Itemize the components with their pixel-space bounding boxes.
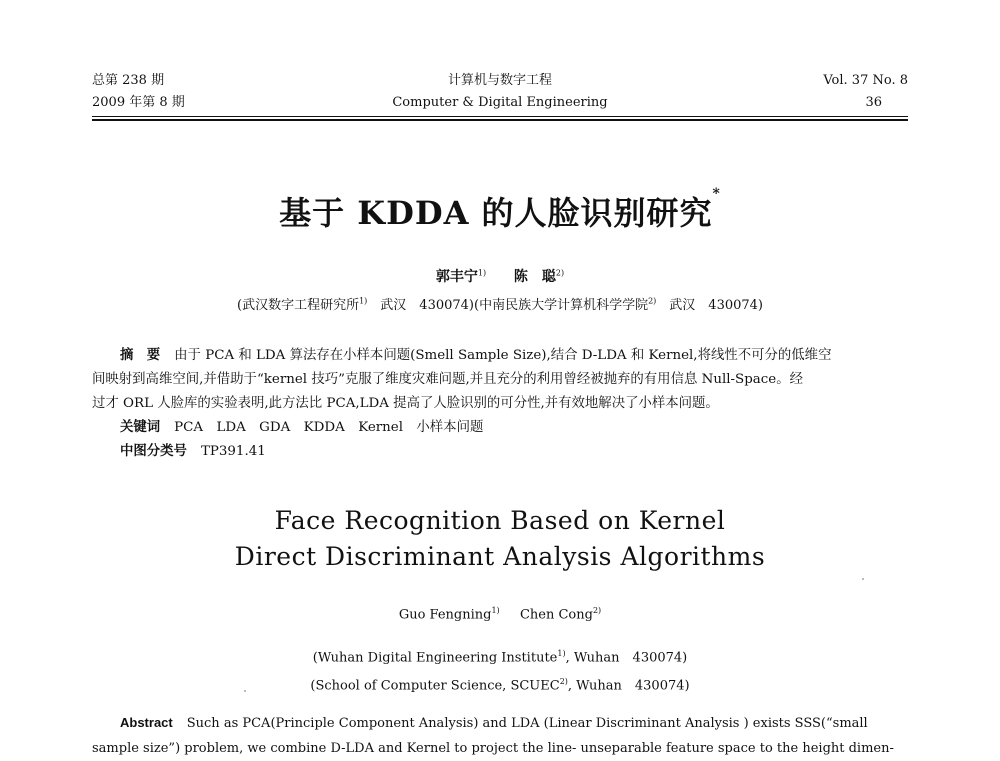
header-rule-thin: [92, 116, 908, 117]
title-footnote-mark: *: [712, 186, 721, 202]
affiliation-en-2-text: (School of Computer Science, SCUEC: [310, 678, 560, 694]
title-en-line1: Face Recognition Based on Kernel: [274, 506, 726, 535]
abstract-cn-line3: 过才 ORL 人脸库的实验表明,此方法比 PCA,LDA 提高了人脸识别的可分性,并有效地解决了小样本问题。: [92, 396, 719, 411]
title-en-line2: Direct Discriminant Analysis Algorithms: [234, 542, 766, 571]
issue-total: 总第 238 期: [92, 73, 165, 88]
keywords-cn-value: PCA LDA GDA KDDA Kernel 小样本问题: [174, 420, 484, 435]
author-cn-2: 陈 聪: [513, 269, 556, 285]
paper-title-en: [0, 503, 1000, 575]
affiliation-cn-sup1: 1): [359, 296, 368, 306]
affiliation-en-2-sup: 2): [559, 677, 568, 687]
affiliation-en-line1: [0, 642, 1000, 670]
classification-cn-value: TP391.41: [200, 444, 266, 459]
author-en-1-sup: 1): [491, 606, 500, 615]
journal-name-cn: 计算机与数字工程: [447, 73, 552, 88]
author-en-2: Chen Cong: [519, 607, 593, 623]
affiliation-en-1-sup: 1): [557, 649, 566, 658]
affiliation-cn: [0, 294, 1000, 313]
abstract-en-line1: Such as PCA(Principle Component Analysis) and LDA (Linear Discriminant Analysis ) exists SSS(“small: [186, 716, 868, 731]
volume-info: [823, 70, 908, 114]
affiliation-en-1-text: (Wuhan Digital Engineering Institute: [312, 650, 558, 666]
abstract-cn-line2: 间映射到高维空间,并借助于“kernel 技巧”克服了维度灾难问题,并且充分的利用曾经被抛弃的有用信息 Null-Space。经: [92, 372, 803, 387]
classification-cn-label: 中图分类号: [120, 444, 187, 459]
abstract-en-label: Abstract: [120, 715, 173, 730]
authors-cn: [0, 266, 1000, 286]
affiliation-cn-part3: 武汉 430074): [656, 298, 763, 313]
affiliation-en-1-rest: , Wuhan 430074): [565, 650, 688, 666]
author-cn-1: 郭丰宁: [435, 269, 478, 285]
abstract-en-line2: sample size”) problem, we combine D-LDA and Kernel to project the line- unseparable feature space to the height dimen-: [92, 741, 894, 756]
abstract-cn-line1: 由于 PCA 和 LDA 算法存在小样本问题(Smell Sample Size),结合 D-LDA 和 Kernel,将线性不可分的低维空: [174, 348, 832, 363]
abstract-cn-label: 摘 要: [120, 348, 161, 363]
abstract-en: [92, 710, 914, 761]
title-cn-text: 基于 KDDA 的人脸识别研究: [279, 194, 713, 232]
affiliation-en-2-rest: , Wuhan 430074): [567, 678, 690, 694]
volume-number: Vol. 37 No. 8: [823, 73, 908, 88]
affiliation-en-line2: [0, 670, 1000, 698]
issue-year: 2009 年第 8 期: [92, 95, 185, 110]
keywords-cn: [92, 416, 914, 440]
page-number: 36: [865, 95, 882, 110]
scan-speck: [862, 578, 864, 580]
authors-en: [0, 606, 1000, 622]
affiliation-cn-sup2: 2): [648, 296, 657, 306]
abstract-cn: [92, 344, 914, 464]
author-en-2-sup: 2): [592, 606, 602, 615]
header-rule-thick: [92, 119, 908, 121]
affiliation-cn-part2: 武汉 430074)(中南民族大学计算机科学学院: [367, 298, 649, 313]
keywords-cn-label: 关键词: [120, 420, 161, 435]
journal-header: [92, 70, 908, 120]
journal-name-en: Computer & Digital Engineering: [392, 95, 608, 110]
scan-speck: [244, 690, 246, 692]
affiliation-cn-part1: (武汉数字工程研究所: [237, 298, 360, 313]
classification-cn: [92, 440, 914, 464]
affiliation-en: [0, 642, 1000, 699]
author-en-1: Guo Fengning: [398, 607, 492, 623]
author-cn-1-sup: 1): [477, 268, 487, 278]
author-cn-2-sup: 2): [555, 268, 565, 278]
paper-title-cn: [0, 188, 1000, 234]
journal-name: [92, 70, 908, 114]
